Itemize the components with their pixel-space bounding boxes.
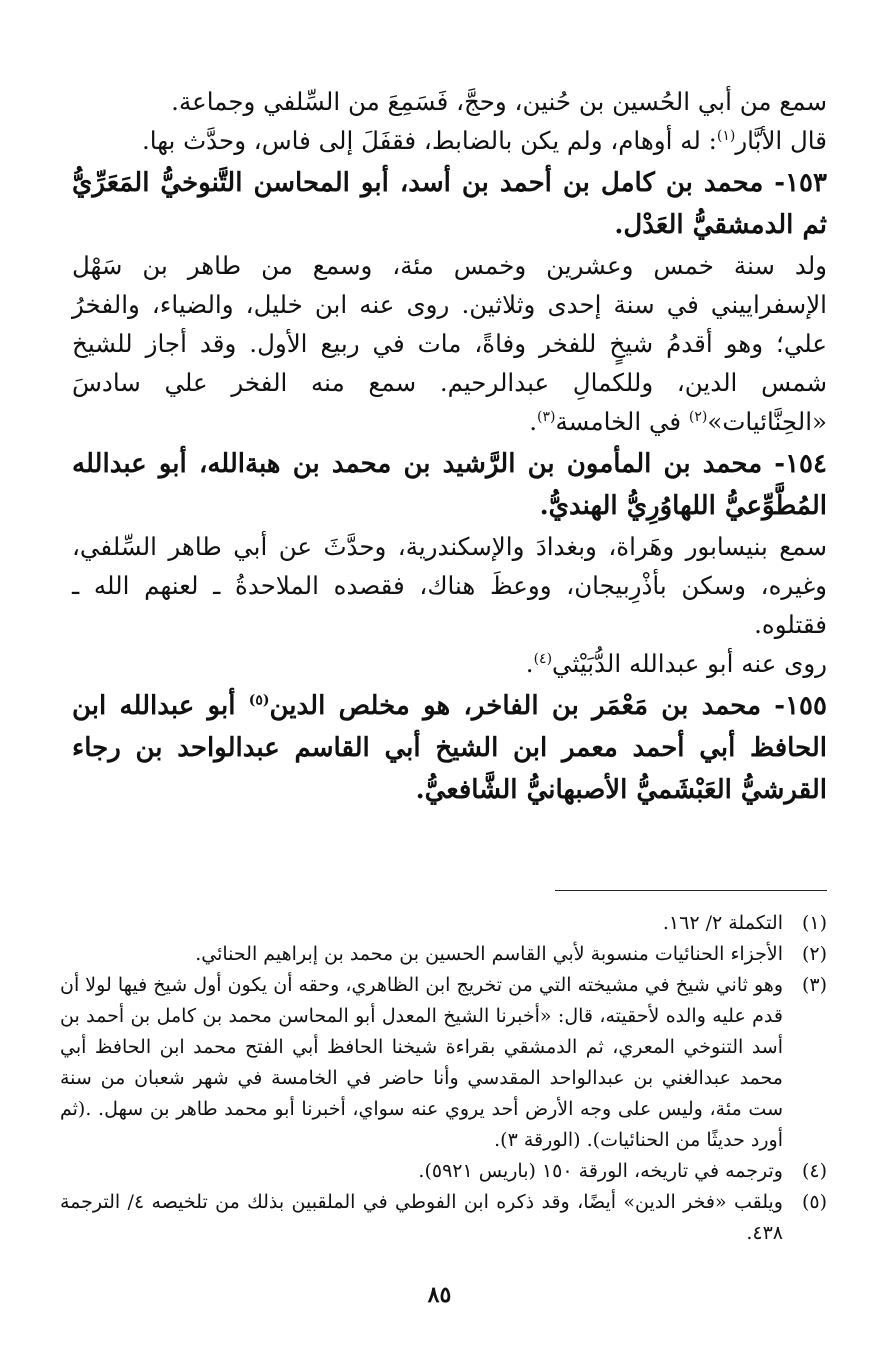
entry-body-154: سمع بنيسابور وهَراة، وبغدادَ والإسكندرية، وحدَّثَ عن أبي طاهر السِّلفي، وغيره، وسكن بأذْرِبيجان، ووعظَ هناك، فقصده الملاحدةُ ـ لعنهم الله ـ فقتلوه. — [72, 532, 827, 639]
footnote-number: (١) — [801, 912, 827, 934]
entry-heading-154: ١٥٤- محمد بن المأمون بن الرَّشيد بن محمد بن هبةالله، أبو عبدالله المُطَّوِّعيُّ اللهاوُرِيُّ الهنديُّ. — [72, 449, 827, 521]
footnote-number: (٢) — [801, 943, 827, 965]
footnote-ref[interactable]: (٢) — [688, 408, 708, 425]
full-stop: . — [525, 649, 534, 678]
footnote-text: وهو ثاني شيخ في مشيخته التي من تخريج ابن الظاهري، وحقه أن يكون أول شيخ فيها لولا أن قدم عليه والده لأحقيته، قال: «أخبرنا الشيخ المعدل أبو المحاسن محمد بن كامل بن أحمد بن أسد التنوخي المعري، ثم الدمشقي بقراءة شيخنا الحافظ أبي الفتح محمد ابن الحافظ أبي محمد عبدالغني بن عبدالواحد المقدسي وأنا حاضر في الخامسة في شهر شعبان من سنة ست مئة، وليس على وجه الأرض أحد يروي عنه سواي، أخبرنا أبو محمد طاهر بن سهل. .(ثم أورد حديثًا من الحنائيات). (الورقة ٣). — [60, 974, 783, 1151]
footnote-number: (٣) — [801, 974, 827, 996]
footnote-2 — [60, 939, 827, 970]
entry-heading-155 — [72, 685, 827, 811]
entry-body-153 — [72, 246, 827, 441]
full-stop: . — [529, 407, 538, 436]
footnote-ref[interactable]: (٥) — [248, 692, 270, 709]
text-span: ولد سنة خمس وعشرين وخمس مئة، وسمع من طاهر بن سَهْل الإسفراييني في سنة إحدى وثلاثين. روى عنه ابن خليل، والضياء، والفخرُ علي؛ وهو أقدمُ شيخٍ للفخر وفاةً، مات في ربيع الأول. وقد أجاز للشيخ شمس الدين، وللكمالِ عبدالرحيم. سمع منه الفخر علي سادسَ «الحِنَّائيات» — [72, 251, 827, 436]
entry-heading-153: ١٥٣- محمد بن كامل بن أحمد بن أسد، أبو المحاسن التَّنوخيُّ المَعَرِّيُّ ثم الدمشقيُّ العَدْل. — [72, 168, 827, 240]
text-line — [72, 121, 827, 160]
text-span: : له أوهام، ولم يكن بالضابط، فقفَلَ إلى فاس، وحدَّث بها. — [141, 126, 717, 155]
footnote-1 — [60, 908, 827, 939]
footnote-5 — [60, 1187, 827, 1249]
footnote-divider — [555, 890, 827, 891]
footnote-text: الأجزاء الحنائيات منسوبة لأبي القاسم الحسين بن محمد بن إبراهيم الحنائي. — [195, 943, 783, 965]
text-span: روى عنه أبو عبدالله الدُّبَيْثي — [552, 649, 827, 678]
footnote-number: (٥) — [801, 1191, 827, 1213]
footnote-ref[interactable]: (٣) — [537, 408, 556, 425]
footnotes — [60, 908, 827, 1249]
text-span: ١٥٥- محمد بن مَعْمَر بن الفاخر، هو مخلص الدين — [269, 691, 827, 721]
text-span: في الخامسة — [555, 407, 689, 436]
footnote-text: التكملة ٢/ ١٦٢. — [662, 912, 783, 934]
footnote-number: (٤) — [801, 1160, 827, 1182]
text-span: سمع من أبي الحُسين بن حُنين، وحجَّ، فَسَمِعَ من السِّلفي وجماعة. — [171, 87, 827, 116]
text-span: قال الأبَّار — [735, 126, 827, 155]
footnote-text: ويلقب «فخر الدين» أيضًا، وقد ذكره ابن الفوطي في الملقبين بذلك من تلخيصه ٤/ الترجمة ٤٣٨. — [60, 1191, 783, 1244]
text-span: أبو عبدالله ابن الحافظ أبي أحمد معمر ابن الشيخ أبي القاسم عبدالواحد بن رجاء القرشيُّ العَبْشَميُّ الأصبهانيُّ الشَّافعيُّ. — [72, 691, 827, 805]
page-number: ٨٥ — [427, 1282, 452, 1308]
footnote-3 — [60, 970, 827, 1156]
footnote-4 — [60, 1156, 827, 1187]
footnote-ref[interactable]: (٤) — [533, 650, 553, 667]
main-text — [72, 82, 827, 811]
footnote-text: وترجمه في تاريخه، الورقة ١٥٠ (باريس ٥٩٢١). — [418, 1160, 783, 1182]
text-line — [72, 82, 827, 121]
footnote-ref[interactable]: (١) — [716, 127, 736, 144]
entry-body-154-narrator — [72, 644, 827, 683]
